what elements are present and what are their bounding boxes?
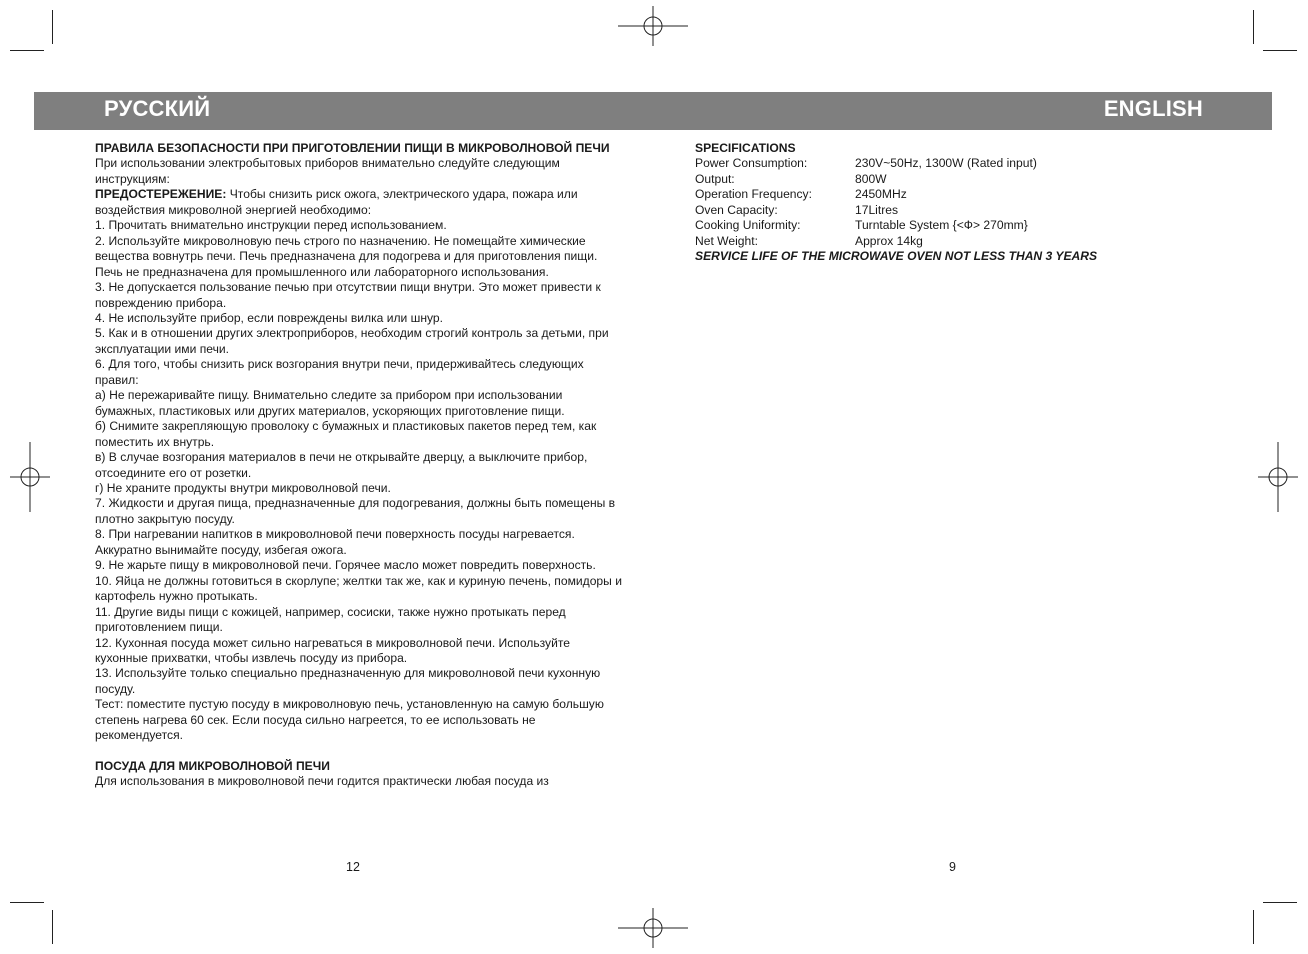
spec-row [695, 156, 1195, 171]
crop-mark [1263, 902, 1297, 903]
english-column [695, 141, 1195, 265]
registration-mark-icon [1258, 442, 1298, 512]
russian-column [95, 141, 625, 790]
spec-value: 800W [855, 171, 887, 186]
list-item: 1. Прочитать внимательно инструкции перед использованием. [95, 218, 447, 233]
spec-row [695, 234, 1195, 249]
service-life-note: SERVICE LIFE OF THE MICROWAVE OVEN NOT LESS THAN 3 YEARS [695, 249, 1098, 264]
list-item: в) В случае возгорания материалов в печи не открывайте дверцу, а выключите прибор, отсоедините его от розетки. [95, 450, 588, 480]
list-item: 9. Не жарьте пищу в микроволновой печи. Горячее масло может повредить поверхность. [95, 558, 596, 573]
spec-label: Net Weight: [695, 233, 758, 248]
list-item: 3. Не допускается пользование печью при отсутствии пищи внутри. Это может привести к повреждению прибора. [95, 280, 601, 310]
spec-label: Operation Frequency: [695, 187, 812, 202]
registration-mark-icon [618, 908, 688, 948]
list-item: 2. Используйте микроволновую печь строго по назначению. Не помещайте химические вещества вовнутрь печи. Печь предназначена для подогрева и для приготовления пищи. Печь не предназначена для промышленного или лабораторного использования. [95, 233, 598, 279]
spec-row [695, 203, 1195, 218]
registration-mark-icon [618, 6, 688, 46]
list-item: 7. Жидкости и другая пища, предназначенные для подогревания, должны быть помещены в плотно закрытую посуду. [95, 496, 616, 526]
list-item: 6. Для того, чтобы снизить риск возгорания внутри печи, придерживайтесь следующих правил: [95, 357, 584, 387]
list-item: 12. Кухонная посуда может сильно нагреваться в микроволновой печи. Используйте кухонные прихватки, чтобы извлечь посуду из прибора. [95, 635, 570, 665]
russian-section-title: РУССКИЙ [104, 96, 211, 121]
list-item: а) Не пережаривайте пищу. Внимательно следите за прибором при использовании бумажных, пластиковых или других материалов, ускоряющих приготовление пищи. [95, 388, 565, 418]
page-number-right: 9 [949, 860, 956, 874]
registration-mark-icon [10, 442, 50, 512]
list-item: 5. Как и в отношении других электроприборов, необходим строгий контроль за детьми, при эксплуатации ими печи. [95, 326, 609, 356]
crop-mark [10, 50, 44, 51]
english-section-title: ENGLISH [1103, 96, 1203, 121]
warning-text: Чтобы снизить риск ожога, электрического удара, пожара или воздействия микроволной энергией необходимо: [95, 187, 578, 217]
crop-mark [52, 910, 53, 944]
list-item: 8. При нагревании напитков в микроволновой печи поверхность посуды нагревается. Аккуратно вынимайте посуду, избегая ожога. [95, 527, 575, 557]
crop-mark [10, 902, 44, 903]
spec-label: Oven Capacity: [695, 202, 778, 217]
list-item: 13. Используйте только специально предназначенную для микроволновой печи кухонную посуду. [95, 666, 601, 696]
warning-paragraph [95, 187, 625, 218]
spec-row [695, 218, 1195, 233]
spec-label: Output: [695, 171, 735, 186]
spec-row [695, 187, 1195, 202]
list-item: 4. Не используйте прибор, если повреждены вилка или шнур. [95, 310, 444, 325]
list-item: г) Не храните продукты внутри микроволновой печи. [95, 480, 391, 495]
spec-value: Approx 14kg [855, 233, 923, 248]
list-item: б) Снимите закрепляющую проволоку с бумажных и пластиковых пакетов перед тем, как поместить их внутрь. [95, 419, 597, 449]
crop-mark [52, 10, 53, 44]
spec-value: Turntable System {<Ф> 270mm} [855, 218, 1028, 233]
list-item: 11. Другие виды пищи с кожицей, например, сосиски, также нужно протыкать перед приготовлением пищи. [95, 604, 566, 635]
cookware-paragraph: Для использования в микроволновой печи годится практически любая посуда из [95, 774, 549, 789]
spec-row [695, 172, 1195, 187]
page-number-left: 12 [346, 860, 360, 874]
spec-label: Cooking Uniformity: [695, 218, 801, 233]
crop-mark [1253, 10, 1254, 44]
spec-value: 230V~50Hz, 1300W (Rated input) [855, 156, 1037, 171]
list-item: 10. Яйца не должны готовиться в скорлупе; желтки так же, как и куриную печень, помидоры и картофель нужно протыкать. [95, 573, 622, 604]
spec-label: Power Consumption: [695, 156, 808, 171]
crop-mark [1263, 50, 1297, 51]
cookware-heading: ПОСУДА ДЛЯ МИКРОВОЛНОВОЙ ПЕЧИ [95, 758, 330, 773]
list-item: Тест: поместите пустую посуду в микроволновую печь, установленную на самую большую степень нагрева 60 сек. Если посуда сильно нагреется, то ее использовать не рекомендуется. [95, 697, 604, 743]
language-header-bar [34, 92, 1272, 130]
spec-value: 2450MHz [855, 187, 907, 202]
crop-mark [1253, 910, 1254, 944]
specifications-heading: SPECIFICATIONS [695, 141, 796, 155]
spec-value: 17Litres [855, 202, 899, 217]
warning-label: ПРЕДОСТЕРЕЖЕНИЕ: [95, 187, 227, 202]
intro-paragraph: При использовании электробытовых приборов внимательно следуйте следующим инструкциям: [95, 156, 560, 186]
safety-rules-heading: ПРАВИЛА БЕЗОПАСНОСТИ ПРИ ПРИГОТОВЛЕНИИ ПИЩИ В МИКРОВОЛНОВОЙ ПЕЧИ [95, 141, 610, 155]
